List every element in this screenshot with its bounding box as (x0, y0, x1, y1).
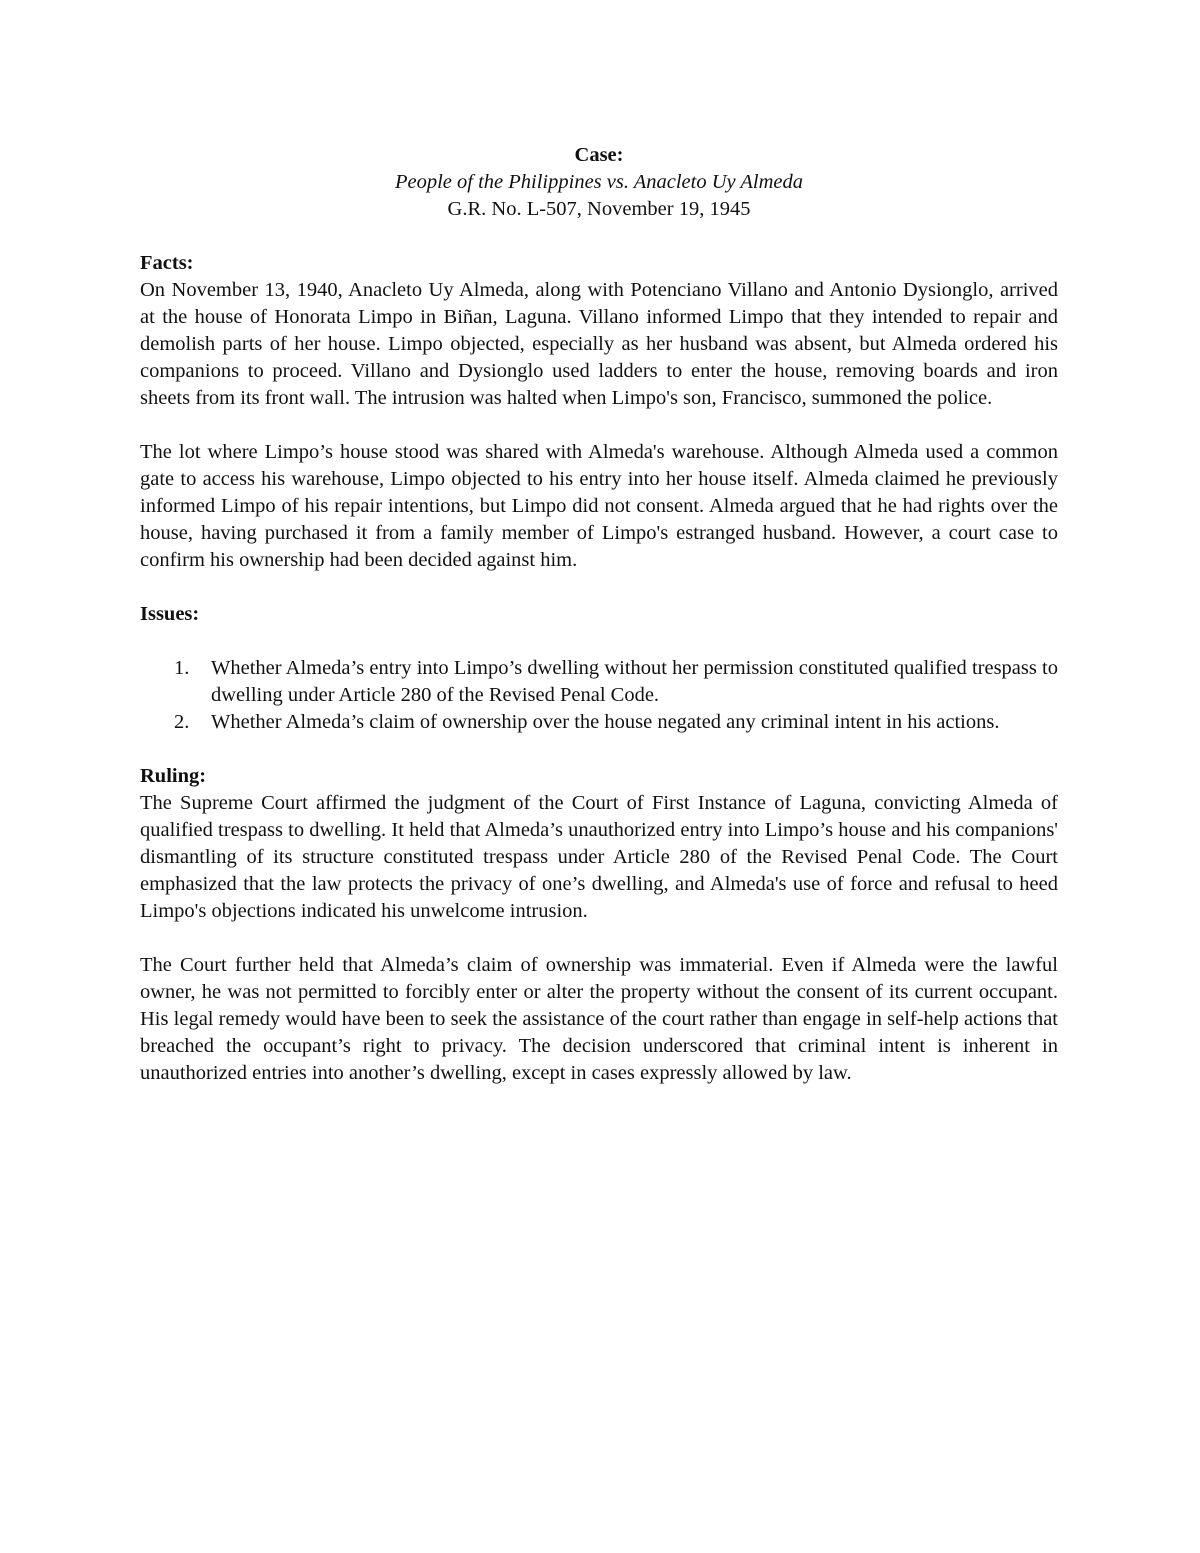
case-label: Case: (574, 144, 624, 166)
issues-heading: Issues: (140, 603, 200, 625)
issue-number: 1. (174, 657, 190, 679)
issues-list (140, 655, 1058, 736)
facts-paragraph-1: On November 13, 1940, Anacleto Uy Almeda, along with Potenciano Villano and Antonio Dysionglo, arrived at the house of Honorata Limpo in Biñan, Laguna. Villano informed Limpo that they intended to repair and demolish parts of her house. Limpo objected, especially as her husband was absent, but Almeda ordered his companions to proceed. Villano and Dysionglo used ladders to enter the house, removing boards and iron sheets from its front wall. The intrusion was halted when Limpo's son, Francisco, summoned the police. (140, 279, 1058, 409)
facts-section (140, 250, 1058, 574)
case-citation: G.R. No. L-507, November 19, 1945 (447, 198, 751, 220)
issues-section (140, 601, 1058, 736)
issue-number: 2. (174, 711, 190, 733)
facts-heading: Facts: (140, 252, 194, 274)
ruling-paragraph-2: The Court further held that Almeda’s claim of ownership was immaterial. Even if Almeda were the lawful owner, he was not permitted to forcibly enter or alter the property without the consent of its current occupant. His legal remedy would have been to seek the assistance of the court rather than engage in self-help actions that breached the occupant’s right to privacy. The decision underscored that criminal intent is inherent in unauthorized entries into another’s dwelling, except in cases expressly allowed by law. (140, 954, 1058, 1084)
case-header (140, 142, 1058, 223)
document-page (140, 142, 1058, 1087)
facts-paragraph-2: The lot where Limpo’s house stood was shared with Almeda's warehouse. Although Almeda used a common gate to access his warehouse, Limpo objected to his entry into her house itself. Almeda claimed he previously informed Limpo of his repair intentions, but Limpo did not consent. Almeda argued that he had rights over the house, having purchased it from a family member of Limpo's estranged husband. However, a court case to confirm his ownership had been decided against him. (140, 441, 1058, 571)
ruling-heading: Ruling: (140, 765, 207, 787)
case-title: People of the Philippines vs. Anacleto Uy Almeda (394, 171, 803, 193)
ruling-section (140, 763, 1058, 1087)
issue-item (140, 655, 1058, 709)
issue-text: Whether Almeda’s entry into Limpo’s dwelling without her permission constituted qualified trespass to dwelling under Article 280 of the Revised Penal Code. (211, 657, 1058, 706)
issue-item (140, 709, 1058, 736)
issue-text: Whether Almeda’s claim of ownership over the house negated any criminal intent in his actions. (211, 711, 1000, 733)
ruling-paragraph-1: The Supreme Court affirmed the judgment of the Court of First Instance of Laguna, convicting Almeda of qualified trespass to dwelling. It held that Almeda’s unauthorized entry into Limpo’s house and his companions' dismantling of its structure constituted trespass under Article 280 of the Revised Penal Code. The Court emphasized that the law protects the privacy of one’s dwelling, and Almeda's use of force and refusal to heed Limpo's objections indicated his unwelcome intrusion. (140, 792, 1058, 922)
